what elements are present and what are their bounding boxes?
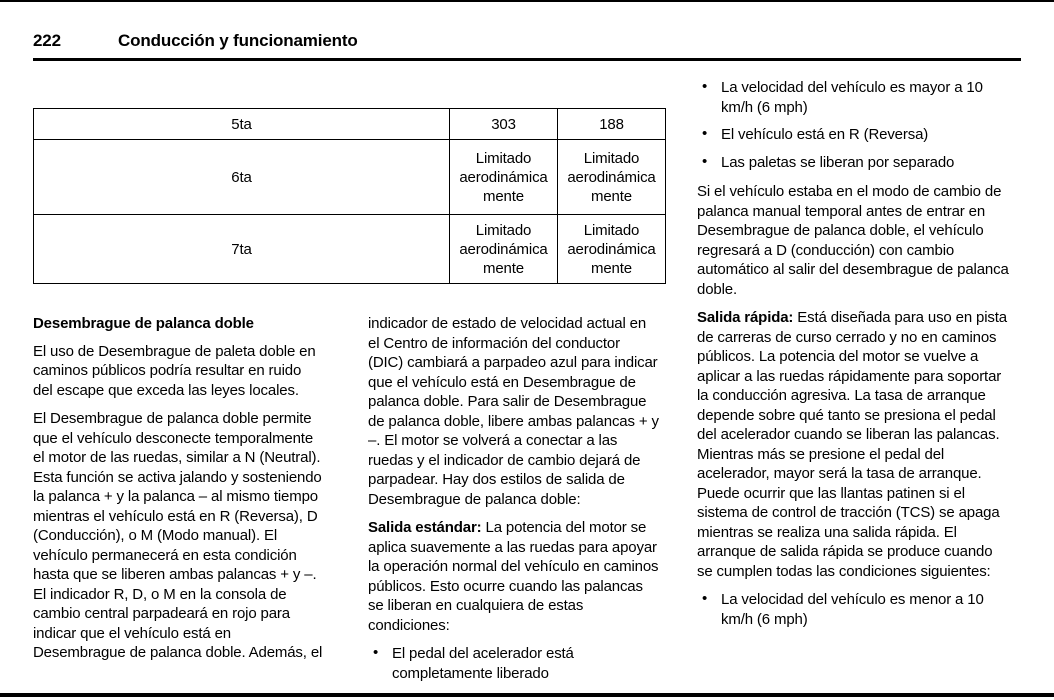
table-cell-value: 188 — [558, 109, 666, 140]
section-heading: Desembrague de palanca doble — [33, 315, 254, 332]
bullet-item — [697, 153, 1009, 173]
gear-table — [33, 108, 666, 284]
bullet-list — [697, 590, 1009, 629]
bullet-icon: • — [702, 78, 708, 95]
table-cell-gear: 5ta — [34, 109, 450, 140]
bullet-list — [368, 644, 659, 683]
table-cell-gear: 6ta — [34, 140, 450, 215]
page-edge-bottom — [0, 693, 1054, 697]
table-row — [34, 140, 666, 215]
bullet-text: Las paletas se liberan por separado — [721, 153, 955, 171]
bullet-list — [697, 78, 1009, 172]
paragraph: El Desembrague de palanca doble permite que el vehículo desconecte temporalmente el motor de las ruedas, similar a N (Neutral). Esta función se activa jalando y sosteniendo la palanca + y la palanca – al mismo tiempo mientras el vehículo está en R (Reversa), D (Conducción), o M (Modo manual). El vehículo permanecerá en esta condición hasta que se liberen ambas palancas + y –. El indicador R, D, o M en la consola de cambio central parpadeará en rojo para indicar que el vehículo está en Desembrague de palanca doble. Además, el — [33, 410, 323, 661]
text-column-middle — [368, 314, 659, 693]
bullet-text: La velocidad del vehículo es mayor a 10 km/h (6 mph) — [721, 79, 983, 116]
chapter-title: Conducción y funcionamiento — [118, 31, 358, 50]
bullet-icon: • — [702, 590, 708, 607]
table-cell-value: Limitado aerodinámicamente — [558, 215, 666, 284]
table-cell-value: 303 — [450, 109, 558, 140]
page-number: 222 — [33, 31, 61, 50]
bullet-text: La velocidad del vehículo es menor a 10 km/h (6 mph) — [721, 591, 984, 628]
bullet-item — [697, 125, 1009, 145]
text-column-left — [33, 314, 324, 672]
bullet-icon: • — [702, 125, 708, 142]
table-cell-value: Limitado aerodinámicamente — [558, 140, 666, 215]
lead-in-text: Está diseñada para uso en pista de carreras de curso cerrado y no en caminos públicos. La potencia del motor se vuelve a aplicar a las ruedas rápidamente para soportar la conducción agresiva. La tasa de arranque depende sobre qué tanto se presiona el pedal del acelerador cuando se liberan las palancas. Mientras más se presione el pedal del acelerador, mayor será la tasa de arranque. Puede ocurrir que las llantas patinen si el sistema de control de tracción (TCS) se apaga mientras se realiza una salida rápida. El arranque de salida rápida se produce cuando se cumplen todas las condiciones siguientes: — [697, 309, 1007, 580]
paragraph: indicador de estado de velocidad actual en el Centro de información del conductor (DIC) cambiará a parpadeo azul para indicar que el vehículo está en Desembrague de palanca doble. Para salir de Desembrague de palanca doble, libere ambas palancas + y –. El motor se volverá a conectar a las ruedas y el indicador de cambio dejará de parpadear. Hay dos estilos de salida de Desembrague de palanca doble: — [368, 315, 659, 508]
bullet-text: El vehículo está en R (Reversa) — [721, 126, 929, 143]
header-rule — [33, 58, 1021, 61]
bullet-icon: • — [373, 644, 379, 661]
paragraph-standard-exit — [368, 518, 659, 635]
bullet-item — [697, 78, 1009, 117]
bullet-text: El pedal del acelerador está completamente liberado — [392, 645, 574, 682]
paragraph: Si el vehículo estaba en el modo de cambio de palanca manual temporal antes de entrar en Desembrague de palanca doble, el vehículo regresará a D (conducción) con cambio automático al salir del desembrague de palanca doble. — [697, 183, 1009, 298]
text-column-right — [697, 76, 1009, 639]
table-row — [34, 215, 666, 284]
table-row — [34, 109, 666, 140]
table-cell-value: Limitado aerodinámicamente — [450, 140, 558, 215]
bullet-icon: • — [702, 152, 708, 170]
paragraph-quick-exit — [697, 308, 1009, 581]
table-cell-gear: 7ta — [34, 215, 450, 284]
lead-in-text: La potencia del motor se aplica suavemente a las ruedas para apoyar la operación normal del vehículo en caminos públicos. Esto ocurre cuando las palancas se liberan en cualquiera de estas condiciones: — [368, 519, 659, 634]
bullet-item — [368, 644, 659, 683]
paragraph: El uso de Desembrague de paleta doble en caminos públicos podría resultar en ruido del escape que exceda las leyes locales. — [33, 342, 316, 399]
lead-in-label: Salida rápida: — [697, 309, 794, 326]
table-cell-value: Limitado aerodinámicamente — [450, 215, 558, 284]
page-edge-top — [0, 0, 1054, 2]
bullet-item — [697, 590, 1009, 629]
lead-in-label: Salida estándar: — [368, 519, 482, 536]
